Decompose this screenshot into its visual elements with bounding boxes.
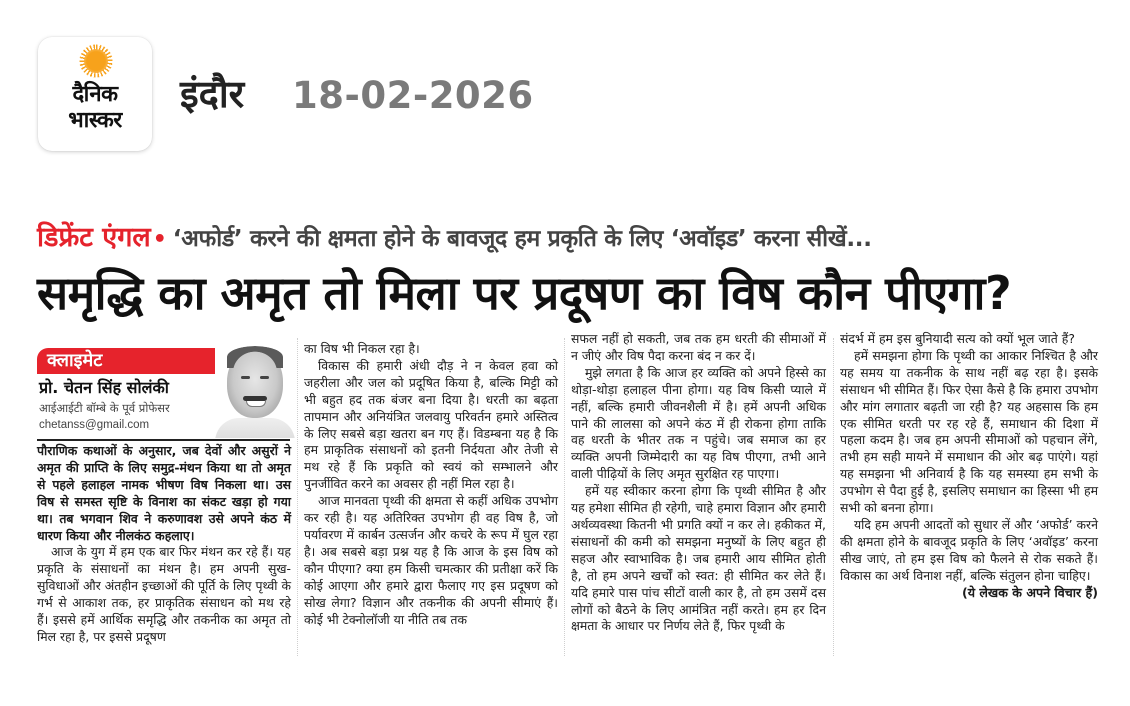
- column-name: क्लाइमेट: [47, 350, 103, 371]
- photo-hair: [227, 346, 283, 368]
- author-photo: [215, 340, 295, 438]
- paragraph: आज के युग में हम एक बार फिर मंथन कर रहे हैं। यह प्रकृति के संसाधनों का मंथन है। हम अपनी सुख-सुविधाओं और अंतहीन इच्छाओं की पूर्ति के लिए पृथ्वी के गर्भ से आकाश तक, हर प्राकृतिक संसाधन को मथ रहे हैं। इससे हमें आर्थिक समृद्धि और तकनीक का अमृत तो मिल रहा है, पर इससे प्रदूषण: [37, 544, 291, 644]
- logo-line-2: भास्कर: [68, 108, 122, 133]
- photo-eye: [260, 376, 269, 379]
- photo-shirt: [215, 418, 295, 438]
- paragraph: संदर्भ में हम इस बुनियादी सत्य को क्यों भूल जाते हैं?: [840, 331, 1075, 346]
- article-column-2: [304, 341, 558, 628]
- dainik-bhaskar-logo[interactable]: [38, 37, 152, 151]
- edition-date[interactable]: 18-02-2026: [292, 74, 534, 117]
- paragraph: आज मानवता पृथ्वी की क्षमता से कहीं अधिक उपभोग कर रही है। यह अतिरिक्त उपभोग ही वह विष है, जो पर्यावरण में कार्बन उत्सर्जन और कचरे के रूप में घुल रहा है। अब सबसे बड़ा प्रश्न यह है कि आज के इस विष को कौन पीएगा? क्या हम किसी चमत्कार की प्रतीक्षा करें कि कोई आएगा और हमारे द्वारा फैलाए गए इस प्रदूषण को सोख लेगा? विज्ञान और तकनीक की अपनी सीमाएं हैं। कोई भी टेक्नोलॉजी या नीति तब तक: [304, 493, 558, 627]
- article-column-4: [840, 331, 1098, 602]
- author-name: प्रो. चेतन सिंह सोलंकी: [39, 378, 169, 397]
- paragraph: हमें समझना होगा कि पृथ्वी का आकार निश्चित है और यह समय या तकनीक के साथ नहीं बढ़ रहा है। इसके संसाधन भी सीमित हैं। फिर ऐसा कैसे है कि हमारा उपभोग और मांग लगातार बढ़ती जा रही है? यह अहसास कि हम एक सीमित धरती पर रह रहे हैं, समाधान की दिशा में पहला कदम है। जब हम अपनी सीमाओं को पहचान लेंगे, तभी हम सही मायने में समाधान की ओर बढ़ पाएंगे। यहां यह समझना भी अनिवार्य है कि यह समस्या हम सभी के उपभोग से पैदा हुई है, इसलिए समाधान का हिस्सा भी हम सभी को बनना होगा।: [840, 347, 1098, 516]
- article-kicker: [37, 220, 1112, 256]
- article-column-1: [37, 443, 291, 646]
- photo-eye: [241, 376, 250, 379]
- kicker-bullet: •: [152, 227, 167, 252]
- paragraph: का विष भी निकल रहा है।: [304, 341, 420, 356]
- column-divider: [564, 338, 565, 656]
- photo-smile: [246, 401, 266, 407]
- paragraph: यदि हम अपनी आदतों को सुधार लें और ‘अफोर्ड’ करने की क्षमता होने के बावजूद प्रकृति के लिए ‘अवॉइड’ करना सीख जाएं, तो हम इस विष को फैलने से रोक सकते हैं। विकास का अर्थ विनाश नहीं, बल्कि संतुलन होना चाहिए।: [840, 516, 1098, 583]
- sun-icon: [84, 49, 108, 73]
- logo-line-1: दैनिक: [72, 82, 118, 107]
- author-byline: [37, 344, 290, 440]
- paragraph: मुझे लगता है कि आज हर व्यक्ति को अपने हिस्से का थोड़ा-थोड़ा हलाहल पीना होगा। यह विष किसी प्याले में नहीं, बल्कि हमारी जीवनशैली में है। हमें अपनी अधिक पाने की लालसा को अपने कंठ में ही रोकना होगा ताकि वह धरती के भीतर तक न पहुंचे। जब समाज का हर व्यक्ति अपनी जिम्मेदारी का यह विष पीएगा, तभी आने वाली पीढ़ियों के लिए अमृत सुरक्षित रह पाएगा।: [571, 364, 826, 482]
- article-column-3: [571, 331, 826, 635]
- byline-rule: [37, 439, 290, 441]
- column-divider: [297, 338, 298, 656]
- author-designation: आईआईटी बॉम्बे के पूर्व प्रोफेसर: [39, 401, 170, 415]
- column-divider: [833, 338, 834, 656]
- author-disclaimer: (ये लेखक के अपने विचार हैं): [961, 584, 1098, 600]
- paragraph: सफल नहीं हो सकती, जब तक हम धरती की सीमाओं में न जीएं और विष पैदा करना बंद न कर दें।: [571, 331, 826, 363]
- edition-city[interactable]: इंदौर: [180, 72, 245, 116]
- author-email[interactable]: chetanss@gmail.com: [39, 419, 150, 431]
- app-header: [0, 0, 1130, 180]
- paragraph: विकास की हमारी अंधी दौड़ ने न केवल हवा को जहरीला और जल को प्रदूषित किया है, बल्कि मिट्टी को भी बहुत हद तक बंजर बना दिया है। धरती का बढ़ता तापमान और अनियंत्रित जलवायु परिवर्तन हमारे अस्तित्व के लिए सबसे बड़ा खतरा बन गए हैं। विडम्बना यह है कि हम प्राकृतिक संसाधनों को इतनी निर्दयता और तेजी से मथ रहे हैं कि प्रकृति को स्वयं को सम्भालने और पुनर्जीवित करने का अवसर ही नहीं मिल रहा है।: [304, 357, 558, 492]
- kicker-text: ‘अफोर्ड’ करने की क्षमता होने के बावजूद हम प्रकृति के लिए ‘अवॉइड’ करना सीखें...: [172, 226, 872, 252]
- paragraph: हमें यह स्वीकार करना होगा कि पृथ्वी सीमित है और यह हमेशा सीमित ही रहेगी, चाहे हमारा विज्ञान और हमारी अर्थव्यवस्था कितनी भी प्रगति क्यों न कर ले। हकीकत में, संसाधनों की कमी को समझना मनुष्यों के लिए बहुत ही सहज और स्वाभाविक है। जब हमारी आय सीमित होती है, तो हम अपने खर्चों को स्वत: ही सीमित कर लेते हैं। यदि हमारे पास पांच सीटों वाली कार है, तो हम उसमें दस लोगों को बैठने के लिए आमंत्रित नहीं करते। हम हर दिन क्षमता के आधार पर निर्णय लेते हैं, फिर पृथ्वी के: [571, 483, 826, 634]
- paragraph: पौराणिक कथाओं के अनुसार, जब देवों और असुरों ने अमृत की प्राप्ति के लिए समुद्र-मंथन किया था तो अमृत से पहले हलाहल नामक भीषण विष निकला था। उस विष से समस्त सृष्टि के विनाश का संकट खड़ा हो गया था। तब भगवान शिव ने करुणावश उसे अपने कंठ में धारण किया और नीलकंठ कहलाए।: [37, 443, 291, 543]
- article-headline: समृद्धि का अमृत तो मिला पर प्रदूषण का विष कौन पीएगा?: [37, 266, 1012, 320]
- kicker-label: डिफ्रेंट एंगल: [37, 222, 151, 253]
